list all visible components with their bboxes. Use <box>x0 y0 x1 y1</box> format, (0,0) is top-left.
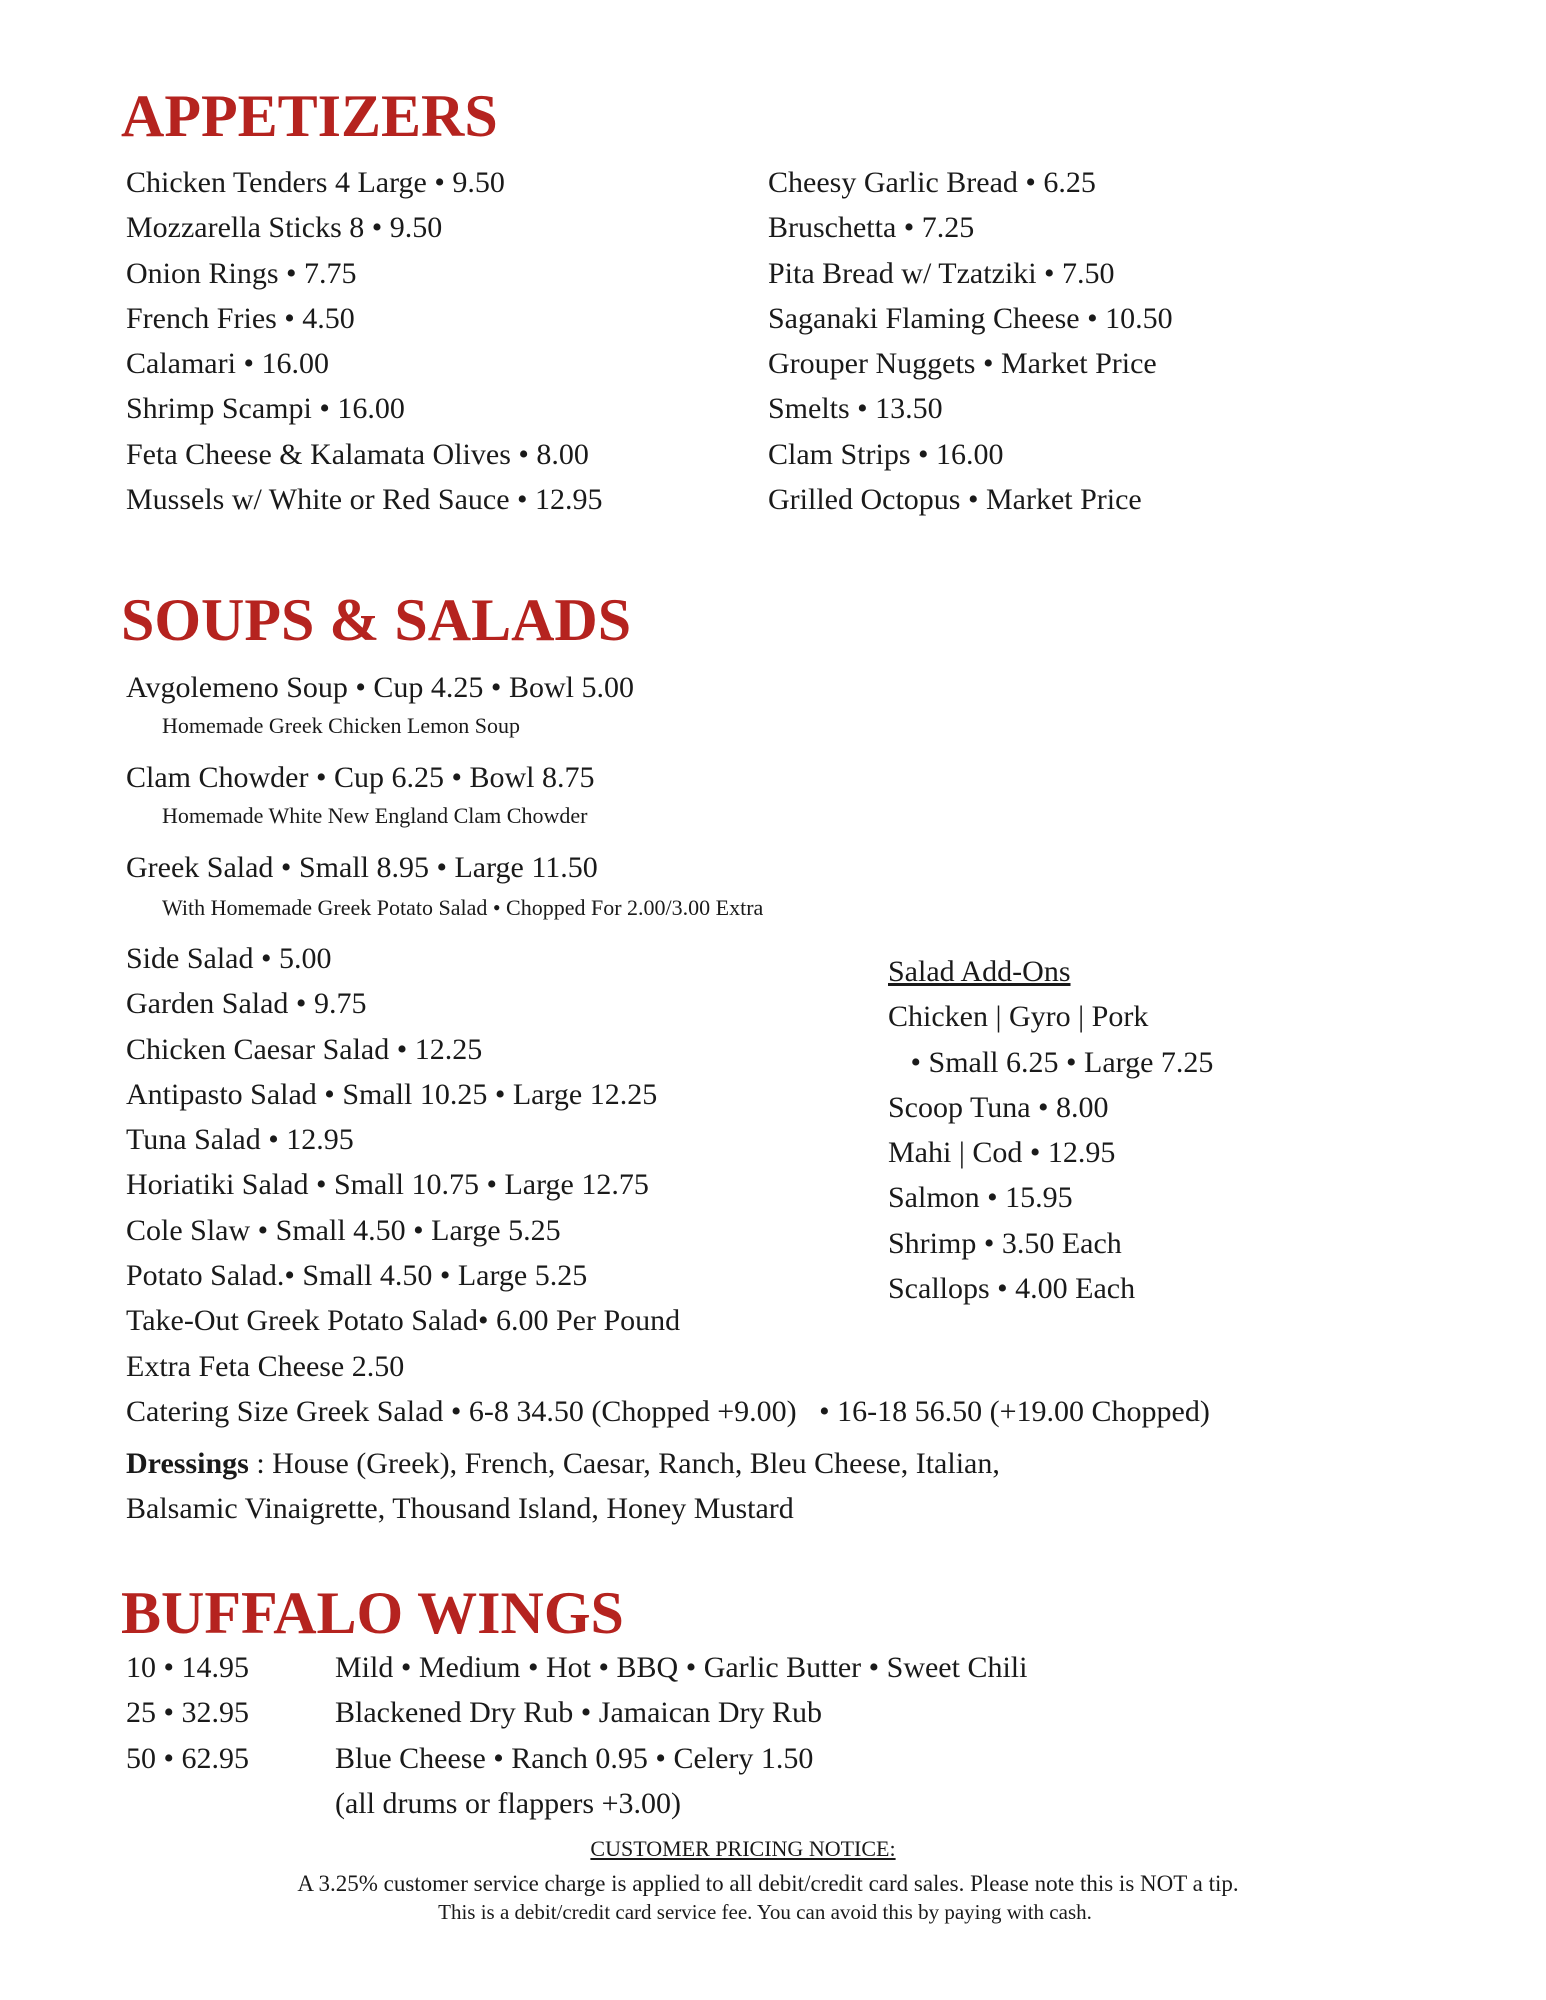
featured-item-note: With Homemade Greek Potato Salad • Chopped For 2.00/3.00 Extra <box>162 895 764 920</box>
menu-item: Feta Cheese & Kalamata Olives • 8.00 <box>126 437 589 471</box>
salads-list <box>126 944 680 1397</box>
buffalo-wings-heading: BUFFALO WINGS <box>121 1580 624 1646</box>
dressings-label: Dressings <box>126 1447 249 1480</box>
menu-item: Pita Bread w/ Tzatziki • 7.50 <box>768 256 1115 290</box>
menu-item: Mozzarella Sticks 8 • 9.50 <box>126 211 443 245</box>
wing-options <box>335 1653 1027 1834</box>
menu-item: Grouper Nuggets • Market Price <box>768 347 1157 381</box>
wing-sizes <box>126 1653 249 1789</box>
menu-item: Onion Rings • 7.75 <box>126 256 357 290</box>
menu-item: French Fries • 4.50 <box>126 301 355 335</box>
wing-size: 25 • 32.95 <box>126 1696 250 1730</box>
menu-item: Antipasto Salad • Small 10.25 • Large 12.25 <box>126 1077 658 1111</box>
addon-item: Salmon • 15.95 <box>888 1181 1073 1215</box>
featured-item-note: Homemade White New England Clam Chowder <box>162 803 588 828</box>
addon-item: Mahi | Cod • 12.95 <box>888 1136 1116 1170</box>
dressings-list: : House (Greek), French, Caesar, Ranch, Bleu Cheese, Italian, <box>248 1447 1000 1480</box>
menu-item: Extra Feta Cheese 2.50 <box>126 1349 405 1383</box>
menu-item: Side Salad • 5.00 <box>126 942 332 975</box>
wing-size: 10 • 14.95 <box>126 1651 250 1684</box>
menu-item: Saganaki Flaming Cheese • 10.50 <box>768 301 1173 335</box>
catering-line: Catering Size Greek Salad • 6-8 34.50 (Chopped +9.00) • 16-18 56.50 (+19.00 Chopped) <box>126 1395 1210 1428</box>
appetizers-left-column <box>126 168 603 530</box>
wing-size: 50 • 62.95 <box>126 1741 250 1775</box>
menu-item: Bruschetta • 7.25 <box>768 211 975 245</box>
addon-item: Shrimp • 3.50 Each <box>888 1226 1122 1260</box>
menu-item: Calamari • 16.00 <box>126 347 329 381</box>
featured-item-note: Homemade Greek Chicken Lemon Soup <box>162 713 521 738</box>
addon-item: Scallops • 4.00 Each <box>888 1272 1136 1306</box>
addon-item: • Small 6.25 • Large 7.25 <box>888 1045 1214 1079</box>
wing-option: Mild • Medium • Hot • BBQ • Garlic Butter • Sweet Chili <box>335 1651 1028 1684</box>
pricing-notice-line-2: This is a debit/credit card service fee. You can avoid this by paying with cash. <box>438 1900 1092 1924</box>
menu-item: Mussels w/ White or Red Sauce • 12.95 <box>126 483 603 517</box>
dressings-line <box>126 1449 1000 1479</box>
menu-item: Cheesy Garlic Bread • 6.25 <box>768 166 1096 199</box>
wing-option: Blackened Dry Rub • Jamaican Dry Rub <box>335 1696 823 1730</box>
menu-item: Garden Salad • 9.75 <box>126 987 367 1021</box>
wing-option: Blue Cheese • Ranch 0.95 • Celery 1.50 <box>335 1741 814 1775</box>
menu-item: Tuna Salad • 12.95 <box>126 1123 354 1157</box>
salad-addons-title: Salad Add-Ons <box>888 955 1071 988</box>
menu-item: Chicken Caesar Salad • 12.25 <box>126 1032 483 1066</box>
addon-item: Scoop Tuna • 8.00 <box>888 1090 1109 1124</box>
menu-item: Horiatiki Salad • Small 10.75 • Large 12.75 <box>126 1168 649 1202</box>
menu-item: Clam Strips • 16.00 <box>768 437 1004 471</box>
menu-item: Cole Slaw • Small 4.50 • Large 5.25 <box>126 1213 561 1247</box>
menu-item: Take-Out Greek Potato Salad• 6.00 Per Pound <box>126 1304 681 1338</box>
soups-salads-heading: SOUPS & SALADS <box>121 587 632 653</box>
menu-item: Grilled Octopus • Market Price <box>768 483 1142 517</box>
appetizers-right-column <box>768 168 1173 530</box>
featured-item-name: Avgolemeno Soup • Cup 4.25 • Bowl 5.00 <box>126 671 634 704</box>
menu-item: Shrimp Scampi • 16.00 <box>126 392 405 426</box>
pricing-notice-title: CUSTOMER PRICING NOTICE: <box>590 1836 896 1861</box>
menu-item: Potato Salad.• Small 4.50 • Large 5.25 <box>126 1259 588 1293</box>
wing-option: (all drums or flappers +3.00) <box>335 1786 681 1820</box>
salad-addons <box>888 957 1213 1319</box>
menu-item: Chicken Tenders 4 Large • 9.50 <box>126 166 505 199</box>
appetizers-heading: APPETIZERS <box>121 83 498 149</box>
menu-item: Smelts • 13.50 <box>768 392 943 426</box>
dressings-line-2: Balsamic Vinaigrette, Thousand Island, Honey Mustard <box>126 1492 794 1525</box>
featured-item-name: Greek Salad • Small 8.95 • Large 11.50 <box>126 851 598 884</box>
pricing-notice-line-1: A 3.25% customer service charge is applied to all debit/credit card sales. Please note this is NOT a tip. <box>297 1871 1239 1896</box>
featured-item-name: Clam Chowder • Cup 6.25 • Bowl 8.75 <box>126 761 595 794</box>
addon-item: Chicken | Gyro | Pork <box>888 1000 1149 1034</box>
